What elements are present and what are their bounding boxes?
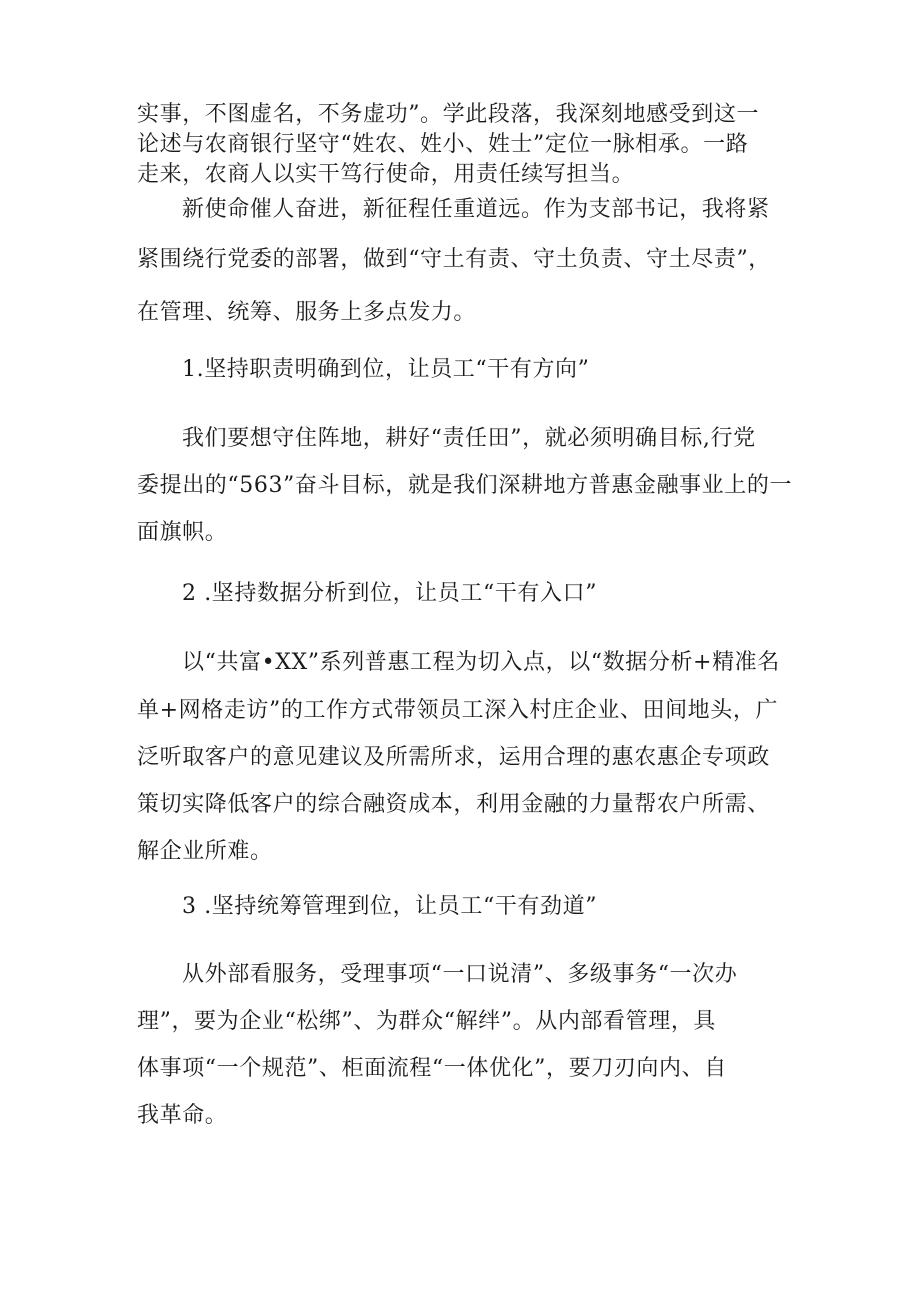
paragraph-line: 新使命催人奋进，新征程任重道远。作为支部书记，我将紧 (182, 197, 770, 222)
paragraph-line: 委提出的“563”奋斗目标，就是我们深耕地方普惠金融事业上的一 (137, 473, 793, 498)
paragraph-line: 走来，农商人以实干笃行使命，用责任续写担当。 (137, 162, 635, 187)
paragraph-line: 泛听取客户的意见建议及所需所求，运用合理的惠农惠企专项政 (137, 745, 770, 770)
paragraph-line: 理”，要为企业“松绑”、为群众“解绊”。从内部看管理，具 (137, 1009, 717, 1034)
paragraph-line: 单+网格走访”的工作方式带领员工深入村庄企业、田间地头，广 (137, 698, 779, 723)
paragraph-line: 解企业所难。 (137, 839, 273, 864)
section-heading: 1.坚持职责明确到位，让员工“干有方向” (182, 357, 590, 382)
paragraph-line: 实事，不图虚名，不务虚功”。学此段落，我深刻地感受到这一 (137, 102, 760, 127)
paragraph-line: 面旗帜。 (137, 520, 228, 545)
section-heading: 2 .坚持数据分析到位，让员工“干有入口” (182, 581, 598, 606)
paragraph-line: 体事项“一个规范”、柜面流程“一体优化”，要刀刃向内、自 (137, 1056, 727, 1081)
paragraph-line: 从外部看服务，受理事项“一口说清”、多级事务“一次办 (182, 962, 738, 987)
paragraph-line: 紧围绕行党委的部署，做到“守土有责、守土负责、守土尽责”， (137, 247, 771, 272)
paragraph-line: 策切实降低客户的综合融资成本，利用金融的力量帮农户所需、 (137, 792, 770, 817)
paragraph-line: 我们要想守住阵地，耕好“责任田”，就必须明确目标,行党 (182, 426, 756, 451)
paragraph-line: 在管理、统筹、服务上多点发力。 (137, 300, 477, 325)
section-heading: 3 .坚持统筹管理到位，让员工“干有劲道” (182, 894, 598, 919)
paragraph-line: 以“共富•XX”系列普惠工程为切入点，以“数据分析+精准名 (182, 650, 780, 675)
paragraph-line: 我革命。 (137, 1103, 228, 1128)
paragraph-line: 论述与农商银行坚守“姓农、姓小、姓士”定位一脉相承。一路 (137, 132, 749, 157)
